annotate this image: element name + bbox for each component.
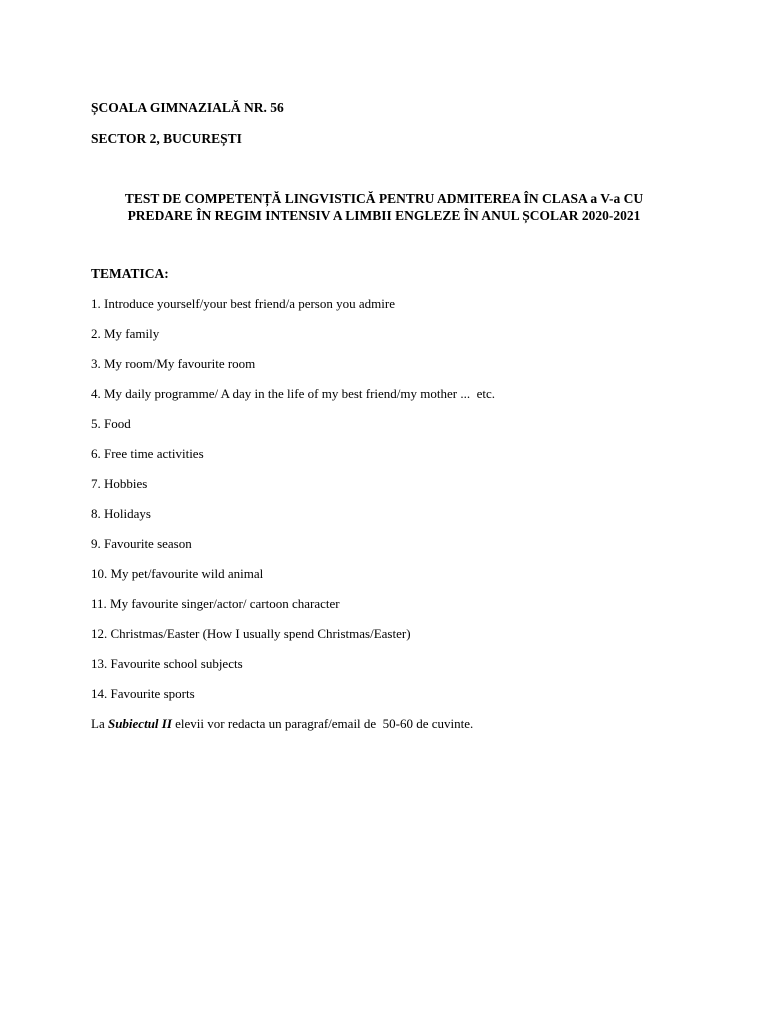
subject-note-prefix: La xyxy=(91,716,108,731)
subject-note-emphasis: Subiectul II xyxy=(107,716,172,731)
subject-note xyxy=(91,716,473,732)
topic-item: 6. Free time activities xyxy=(91,446,204,461)
topic-item: 3. My room/My favourite room xyxy=(91,356,256,371)
topic-item: 14. Favourite sports xyxy=(91,686,195,701)
topic-item: 12. Christmas/Easter (How I usually spend Christmas/Easter) xyxy=(91,626,411,641)
subject-note-suffix: elevii vor redacta un paragraf/email de 50-60 de cuvinte. xyxy=(171,716,474,731)
topic-item: 13. Favourite school subjects xyxy=(91,656,243,671)
topic-item: 1. Introduce yourself/your best friend/a person you admire xyxy=(91,296,395,311)
topic-item: 4. My daily programme/ A day in the life of my best friend/my mother ... etc. xyxy=(91,386,495,401)
topic-item: 10. My pet/favourite wild animal xyxy=(91,566,264,581)
school-name: ȘCOALA GIMNAZIALĂ NR. 56 xyxy=(91,100,284,115)
topic-item: 8. Holidays xyxy=(91,506,151,521)
test-title-line-1: TEST DE COMPETENȚĂ LINGVISTICĂ PENTRU ADMITEREA ÎN CLASA a V-a CU xyxy=(124,191,644,206)
topic-list xyxy=(91,296,495,716)
topic-item: 5. Food xyxy=(91,416,131,431)
test-title xyxy=(80,190,688,224)
tematica-heading: TEMATICA: xyxy=(91,266,169,281)
topic-item: 9. Favourite season xyxy=(91,536,192,551)
school-sector: SECTOR 2, BUCUREȘTI xyxy=(91,131,242,146)
topic-item: 11. My favourite singer/actor/ cartoon character xyxy=(91,596,340,611)
topic-item: 7. Hobbies xyxy=(91,476,148,491)
test-title-line-2: PREDARE ÎN REGIM INTENSIV A LIMBII ENGLEZE ÎN ANUL ȘCOLAR 2020-2021 xyxy=(127,208,641,223)
topic-item: 2. My family xyxy=(91,326,160,341)
